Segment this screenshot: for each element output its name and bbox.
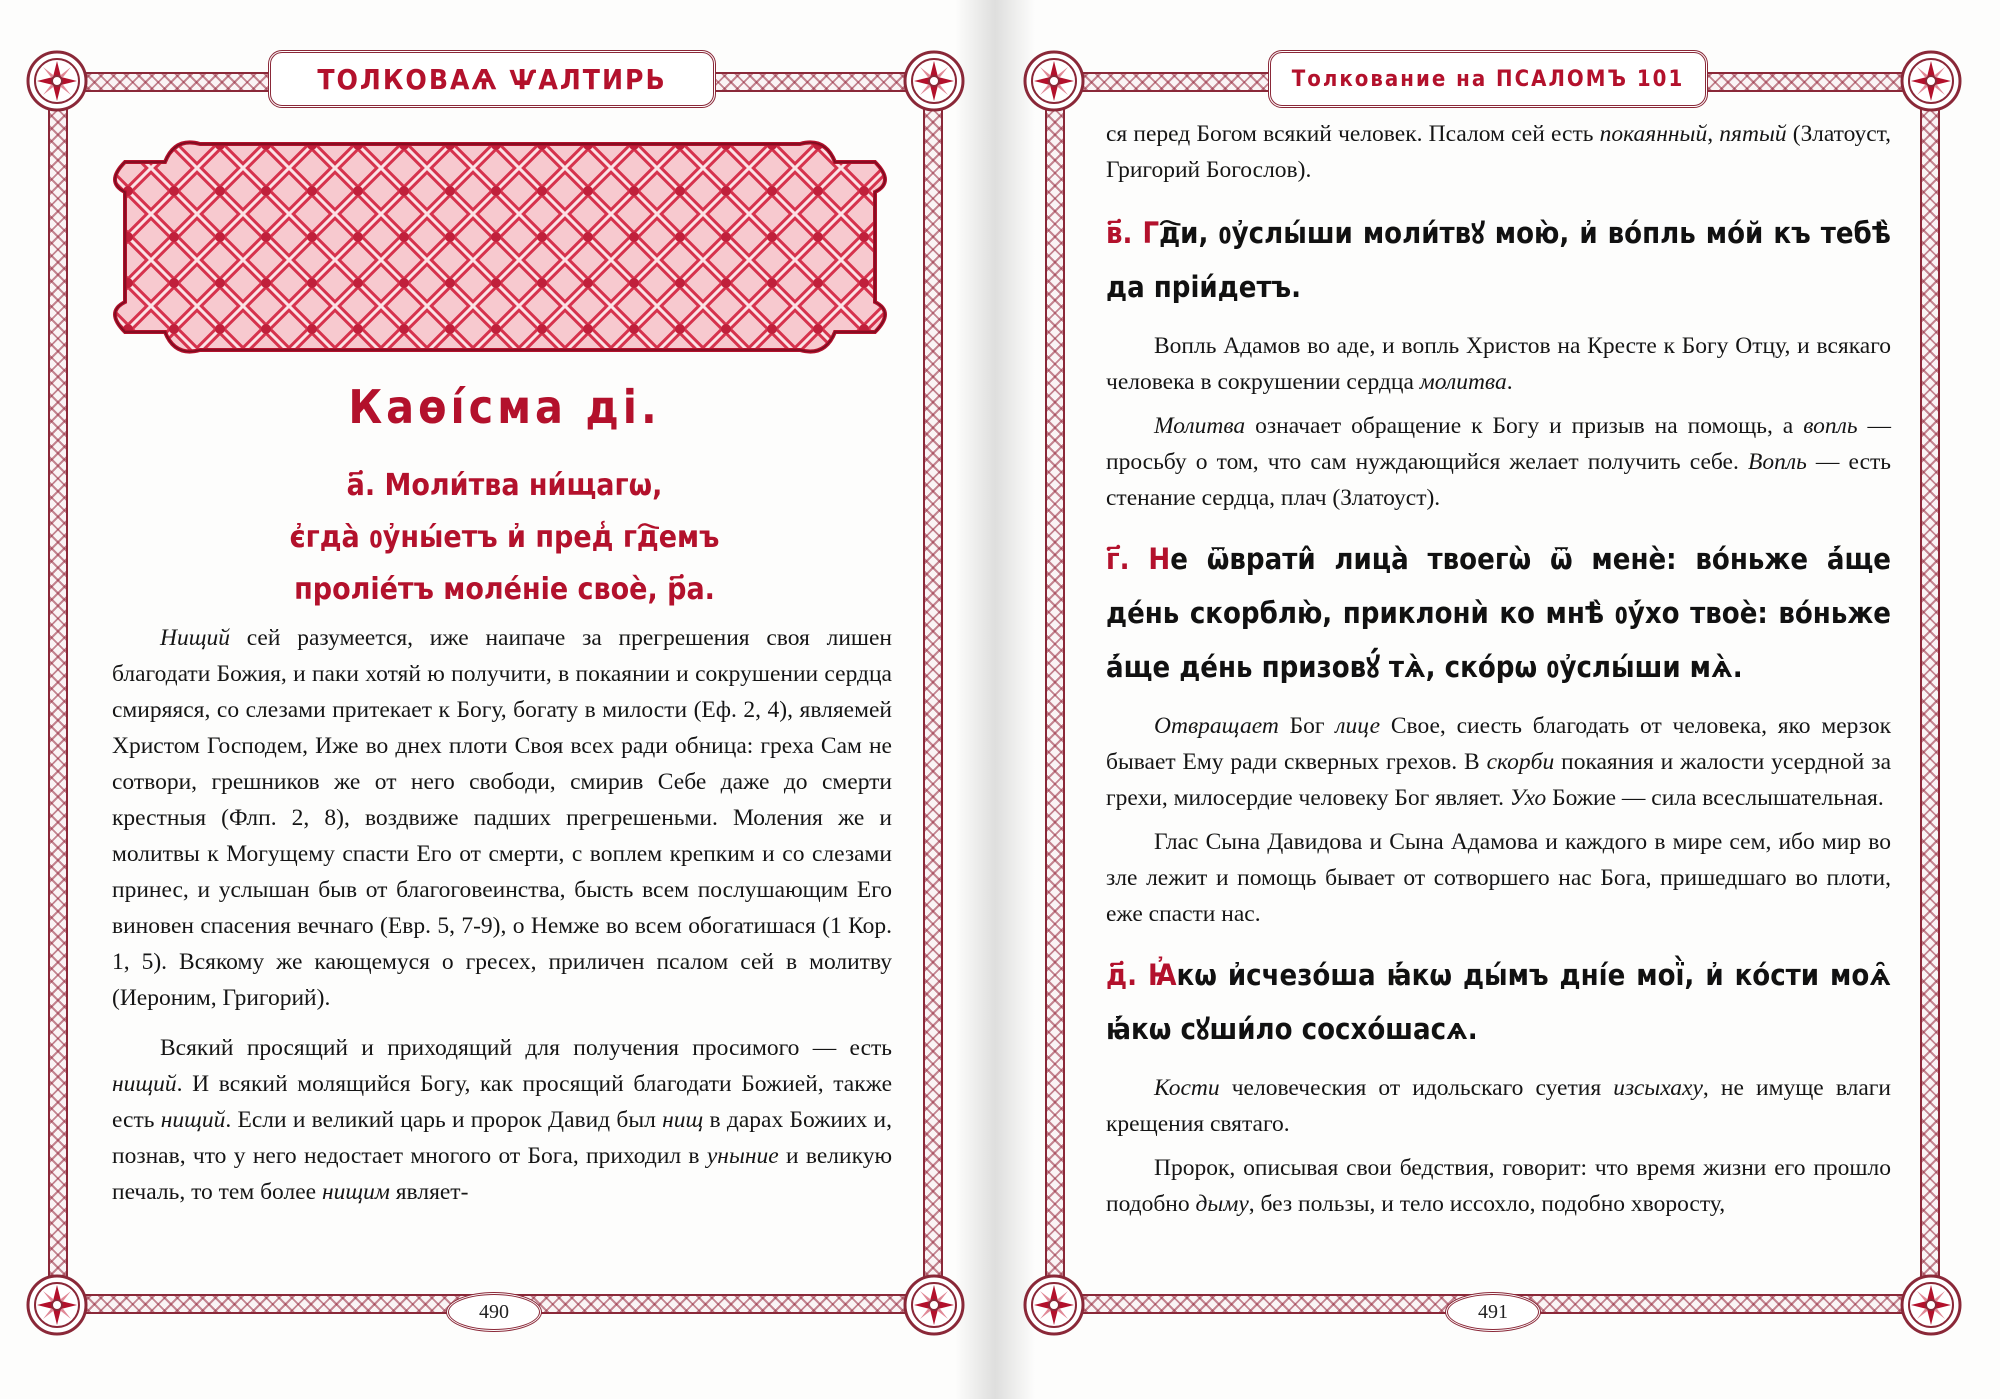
verse-text: е ѿврати̂ лица̀ твоегѡ̀ ѿ менѐ: во́ньже а҆́ще де́нь скорблю̀, приклонѝ ко мнѣ̀ ᲂу҆́хо твоѐ: во́ньже а҆́ще де́нь призовꙋ́ тѧ̀, ско́рѡ ᲂу҆слы́ши мѧ̀.: [1106, 542, 1892, 684]
text-run: , не имуще влаги крещения святаго.: [1106, 1075, 1891, 1137]
corner-rosette-icon: [1900, 1274, 1962, 1336]
text-run: , без пользы, и тело иссохло, подобно хворосту,: [1248, 1191, 1726, 1217]
verse-number: в҃.: [1106, 216, 1133, 250]
frame-border-right: [1920, 72, 1940, 1314]
italic-term: уныние: [706, 1143, 779, 1169]
psalm-title: [112, 460, 897, 616]
italic-term: изсыхаху: [1613, 1075, 1703, 1101]
kathisma-title: Каѳі́сма ді.: [348, 380, 661, 434]
verse-text: д҇и, ᲂу҆слы́ши моли́твꙋ мою̀, и҆ во́пль мо́й къ тебѣ̀ да пріи́детъ.: [1106, 216, 1891, 304]
psalm-title-line: проліе́тъ моле́ніе своѐ, р҃а.: [294, 572, 715, 607]
frame-border-right: [923, 72, 943, 1314]
commentary-paragraph: [112, 1030, 892, 1210]
text-run: и великую печаль, то тем более: [112, 1143, 892, 1205]
italic-term: нищий: [160, 1107, 226, 1133]
commentary-paragraph: [112, 620, 892, 1016]
page-number: 490: [446, 1292, 542, 1332]
gutter-shadow: [995, 0, 1035, 1399]
text-run: являет-: [389, 1179, 469, 1205]
italic-term: дыму: [1195, 1191, 1249, 1217]
text-run: . И всякий молящийся Богу, как просящий благодати Божией, также есть: [112, 1071, 892, 1133]
text-run: Пророк, описывая свои бедствия, говорит: что время жизни его прошло подобно: [1106, 1155, 1891, 1217]
corner-rosette-icon: [1023, 1274, 1085, 1336]
verse-initial: Ꙗ҆: [1147, 958, 1177, 992]
text-run: Глас Сына Давидова и Сына Адамова и каждого в мире сем, ибо мир во зле лежит и помощь бывает от сотворшего нас Бога, пришедшаго во плоти, еже спасти нас.: [1106, 829, 1891, 927]
italic-term: вопль: [1803, 413, 1858, 439]
italic-term: покаянный: [1599, 121, 1708, 147]
page-number: 491: [1445, 1292, 1541, 1332]
italic-term: Вопль: [1748, 449, 1807, 475]
italic-term: нищим: [321, 1179, 390, 1205]
verse-number: г҃.: [1106, 542, 1130, 576]
text-run: .: [1506, 369, 1513, 395]
italic-term: лице: [1335, 713, 1381, 739]
verse-text: кѡ и҆счезо́ша ꙗ҆́кѡ ды́мъ дні́е мої̀, и҆ ко́сти моѧ̑ ꙗ҆́кѡ сꙋши́ло сосхо́шасѧ.: [1106, 958, 1892, 1046]
commentary-paragraph: [1106, 1070, 1891, 1142]
text-run: в дарах Божиих и, познав, что у него недостает многого от Бога, приходил в: [112, 1107, 893, 1169]
psalm-title-line: а҃. Моли́тва ни́щагѡ,: [346, 468, 663, 503]
verse-initial: Н: [1148, 542, 1171, 576]
page-left: [0, 0, 995, 1399]
corner-rosette-icon: [903, 50, 965, 112]
italic-term: Ухо: [1509, 785, 1547, 811]
psalm-title-line: є҆гда̀ ᲂу҆ны́етъ и҆ пред̾ гд҇емъ: [289, 520, 720, 555]
corner-rosette-icon: [1900, 50, 1962, 112]
psalm-verse: [1106, 948, 1891, 1056]
frame-border-left: [1045, 72, 1065, 1314]
italic-term: Кости: [1154, 1075, 1220, 1101]
right-body-text: [1106, 116, 1891, 1222]
text-run: Свое, сиесть благодать от человека, яко мерзок бывает Ему ради скверных грехов. В: [1106, 713, 1891, 775]
text-run: Вопль Адамов во аде, и вопль Христов на Кресте к Богу Отцу, и всякаго человека в сокрушении сердца: [1106, 333, 1891, 395]
commentary-paragraph: [1106, 328, 1891, 400]
text-run: Бог: [1278, 713, 1336, 739]
corner-rosette-icon: [26, 1274, 88, 1336]
corner-rosette-icon: [1023, 50, 1085, 112]
text-run: (Златоуст, Григорий Богослов).: [1106, 121, 1892, 183]
commentary-paragraph: [1106, 708, 1891, 816]
commentary-paragraph: [1106, 116, 1891, 188]
text-run: ,: [1707, 121, 1720, 147]
italic-term: скорби: [1486, 749, 1555, 775]
italic-term: пятый: [1719, 121, 1787, 147]
italic-term: нищ: [662, 1107, 704, 1133]
knotwork-ornament: [105, 122, 895, 372]
italic-term: Нищий: [160, 625, 230, 651]
italic-term: нищий: [112, 1071, 177, 1097]
text-run: Божие — сила всеслышательная.: [1546, 785, 1884, 811]
text-run: — есть стенание сердца, плач (Златоуст).: [1106, 449, 1891, 511]
psalm-verse: [1106, 532, 1891, 694]
gutter-shadow: [955, 0, 995, 1399]
text-run: Всякий просящий и приходящий для получения просимого — есть: [160, 1035, 892, 1061]
text-run: человеческия от идольскаго суетия: [1219, 1075, 1614, 1101]
frame-border-left: [48, 72, 68, 1314]
commentary-paragraph: [1106, 824, 1891, 932]
left-body-text: [112, 620, 892, 1210]
text-run: ся перед Богом всякий человек. Псалом сей есть: [1106, 121, 1600, 147]
running-header: Толкование на ПСАЛОМЪ 101: [1268, 50, 1708, 108]
psalm-verse: [1106, 206, 1891, 314]
text-run: . Если и великий царь и пророк Давид был: [225, 1107, 663, 1133]
italic-term: молитва: [1419, 369, 1507, 395]
verse-number: д҃.: [1106, 958, 1137, 992]
text-run: означает обращение к Богу и призыв на помощь, а: [1245, 413, 1804, 439]
commentary-paragraph: [1106, 1150, 1891, 1222]
text-run: сей разумеется, иже наипаче за прегрешения своя лишен благодати Божия, и паки хотяй ю получити, в покаянии и сокрушении сердца смиряяся, со слезами притекает к Богу, богату в милости (Еф. 2, 4), являемей Христом Господем, Иже во днех плоти Своя всех ради обница: греха Сам не сотвори, грешников же от него свободи, смирив Себе даже до смерти крестныя (Флп. 2, 8), воздвиже падших прегрешеньми. Моления же и молитвы к Могущему спасти Его от смерти, с воплем крепким и со слезами принес, и услышан быв от благоговеинства, бысть всем послушающим Его виновен спасения вечнаго (Евр. 5, 7-9), о Немже во всем обогатишася (1 Кор. 1, 5). Всякому же кающемуся о гресех, приличен псалом сей в молитву (Иероним, Григорий).: [112, 625, 892, 1011]
corner-rosette-icon: [26, 50, 88, 112]
verse-initial: Г: [1142, 216, 1160, 250]
page-right: [995, 0, 2000, 1399]
text-run: — просьбу о том, что сам нуждающийся желает получить себе.: [1106, 413, 1891, 475]
corner-rosette-icon: [903, 1274, 965, 1336]
commentary-paragraph: [1106, 408, 1891, 516]
text-run: покаяния и жалости усердной за грехи, милосердие человеку Бог являет.: [1106, 749, 1891, 811]
italic-term: Молитва: [1154, 413, 1246, 439]
running-header: ТОЛКОВАѦ ѰАЛТИРЬ: [268, 50, 716, 108]
italic-term: Отвращает: [1154, 713, 1279, 739]
